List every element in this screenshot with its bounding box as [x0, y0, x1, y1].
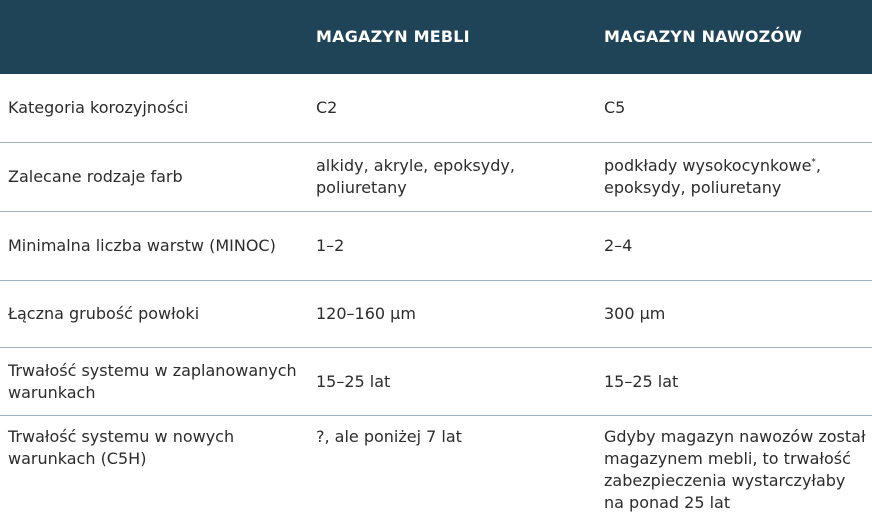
cell-nawozow: 300 µm — [604, 304, 666, 323]
table-row-corrosivity — [0, 74, 872, 143]
row-label: Trwałość systemu w nowych warunkach (C5H) — [8, 427, 235, 468]
table-row-thickness — [0, 281, 872, 348]
table-row-min-layers — [0, 212, 872, 281]
cell-nawozow — [604, 143, 866, 211]
cell-mebli: 15–25 lat — [316, 371, 391, 391]
table-row-paint-types — [0, 143, 872, 212]
table-row-durability-new — [0, 416, 872, 532]
paint-rest-text: , epoksydy, poliuretany — [604, 156, 822, 197]
row-label: Kategoria korozyjności — [8, 98, 189, 117]
row-label: Zalecane rodzaje farb — [8, 167, 183, 186]
cell-nawozow: Gdyby magazyn nawozów został magazynem mebli, to trwałość zabezpieczenia wystarczyłaby na ponad 25 lat — [604, 427, 866, 512]
cell-mebli: alkidy, akryle, epoksydy, poliuretany — [316, 156, 515, 197]
row-label: Minimalna liczba warstw (MINOC) — [8, 236, 276, 255]
cell-mebli: 1–2 — [316, 236, 345, 255]
cell-nawozow: 15–25 lat — [604, 371, 679, 391]
table-row-durability-planned — [0, 348, 872, 416]
footnote-mark: * — [811, 157, 816, 168]
cell-nawozow: 2–4 — [604, 236, 633, 255]
header-magazyn-nawozow: MAGAZYN NAWOZÓW — [604, 27, 803, 46]
table-header-row — [0, 0, 872, 74]
row-label: Łączna grubość powłoki — [8, 304, 200, 323]
cell-nawozow: C5 — [604, 98, 626, 117]
row-label: Trwałość systemu w zaplanowanych warunkach — [8, 360, 297, 402]
cell-mebli: 120–160 µm — [316, 304, 416, 323]
paint-primer-text: podkłady wysokocynkowe — [604, 156, 812, 175]
cell-mebli: ?, ale poniżej 7 lat — [316, 427, 462, 446]
cell-mebli: C2 — [316, 98, 338, 117]
header-empty — [8, 0, 298, 74]
header-magazyn-mebli: MAGAZYN MEBLI — [316, 27, 470, 46]
